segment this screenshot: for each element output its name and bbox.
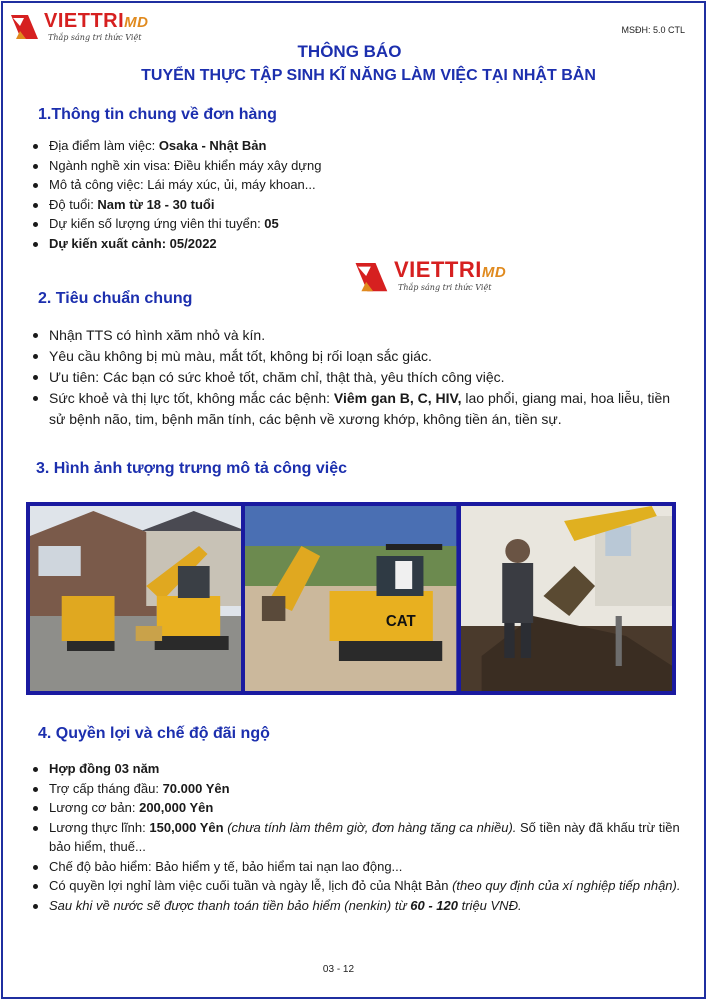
viettri-logo: [8, 9, 149, 43]
photo-excavators-residential: [30, 506, 241, 691]
section4-heading: 4. Quyền lợi và chế độ đãi ngộ: [38, 725, 270, 742]
section2-list: [33, 325, 683, 430]
work-photos: [26, 502, 676, 695]
list-item: Dự kiến xuất cảnh: 05/2022: [33, 234, 673, 254]
section3-heading: 3. Hình ảnh tượng trưng mô tả công việc: [36, 460, 348, 477]
list-item: Ngành nghề xin visa: Điều khiển máy xây dựng: [33, 156, 673, 176]
list-item: Hợp đồng 03 năm: [33, 759, 693, 779]
list-item: Độ tuổi: Nam từ 18 - 30 tuổi: [33, 195, 673, 215]
list-item: Yêu cầu không bị mù màu, mắt tốt, không bị rối loạn sắc giác.: [33, 346, 683, 367]
section1-list: [33, 136, 673, 253]
section4-list: [33, 759, 693, 915]
logo-mark-icon: [8, 9, 42, 43]
list-item: Địa điểm làm việc: Osaka - Nhật Bản: [33, 136, 673, 156]
section1-heading: 1.Thông tin chung về đơn hàng: [38, 106, 277, 123]
list-item: Chế độ bảo hiểm: Bảo hiểm y tế, bảo hiểm tai nạn lao động...: [33, 857, 693, 877]
list-item: Lương thực lĩnh: 150,000 Yên (chưa tính làm thêm giờ, đơn hàng tăng ca nhiều). Số tiền này đã khấu trừ tiền bảo hiểm, thuế...: [33, 818, 693, 857]
document-code: MSĐH: 5.0 CTL: [621, 25, 685, 35]
list-item: Lương cơ bản: 200,000 Yên: [33, 798, 693, 818]
list-item: Có quyền lợi nghỉ làm việc cuối tuần và ngày lễ, lịch đỏ của Nhật Bản (theo quy định của xí nghiệp tiếp nhận).: [33, 876, 693, 896]
list-item: Mô tả công việc: Lái máy xúc, ủi, máy khoan...: [33, 175, 673, 195]
page-title: THÔNG BÁO: [297, 42, 402, 61]
list-item: Nhận TTS có hình xăm nhỏ và kín.: [33, 325, 683, 346]
logo-brand-main: VIETTRI: [44, 9, 125, 32]
list-item: Sau khi về nước sẽ được thanh toán tiền bảo hiểm (nenkin) từ 60 - 120 triệu VNĐ.: [33, 896, 693, 916]
viettri-logo-middle: VIETTRIMD Thắp sáng tri thức Việt: [352, 256, 506, 296]
photo-cat-excavator: [245, 506, 456, 691]
section2-heading: 2. Tiêu chuẩn chung: [38, 290, 193, 307]
cat-label: CAT: [386, 612, 416, 631]
page-subtitle: TUYỂN THỰC TẬP SINH KĨ NĂNG LÀM VIỆC TẠI NHẬT BẢN: [141, 67, 596, 84]
photo-worker-excavator: [461, 506, 672, 691]
logo-brand-suffix: MD: [124, 13, 149, 31]
list-item: Ưu tiên: Các bạn có sức khoẻ tốt, chăm chỉ, thật thà, yêu thích công việc.: [33, 367, 683, 388]
list-item: Trợ cấp tháng đầu: 70.000 Yên: [33, 779, 693, 799]
logo-slogan: Thắp sáng tri thức Việt: [48, 32, 142, 42]
list-item: Dự kiến số lượng ứng viên thi tuyển: 05: [33, 214, 673, 234]
logo-mark-icon: [352, 256, 392, 296]
list-item: Sức khoẻ và thị lực tốt, không mắc các bệnh: Viêm gan B, C, HIV, lao phổi, giang mai, hoa liễu, tiền sử bệnh não, tim, bệnh mãn tính, các bệnh về xương khớp, không tiền án, tiền sự.: [33, 388, 683, 430]
page-number: 03 - 12: [322, 964, 355, 975]
